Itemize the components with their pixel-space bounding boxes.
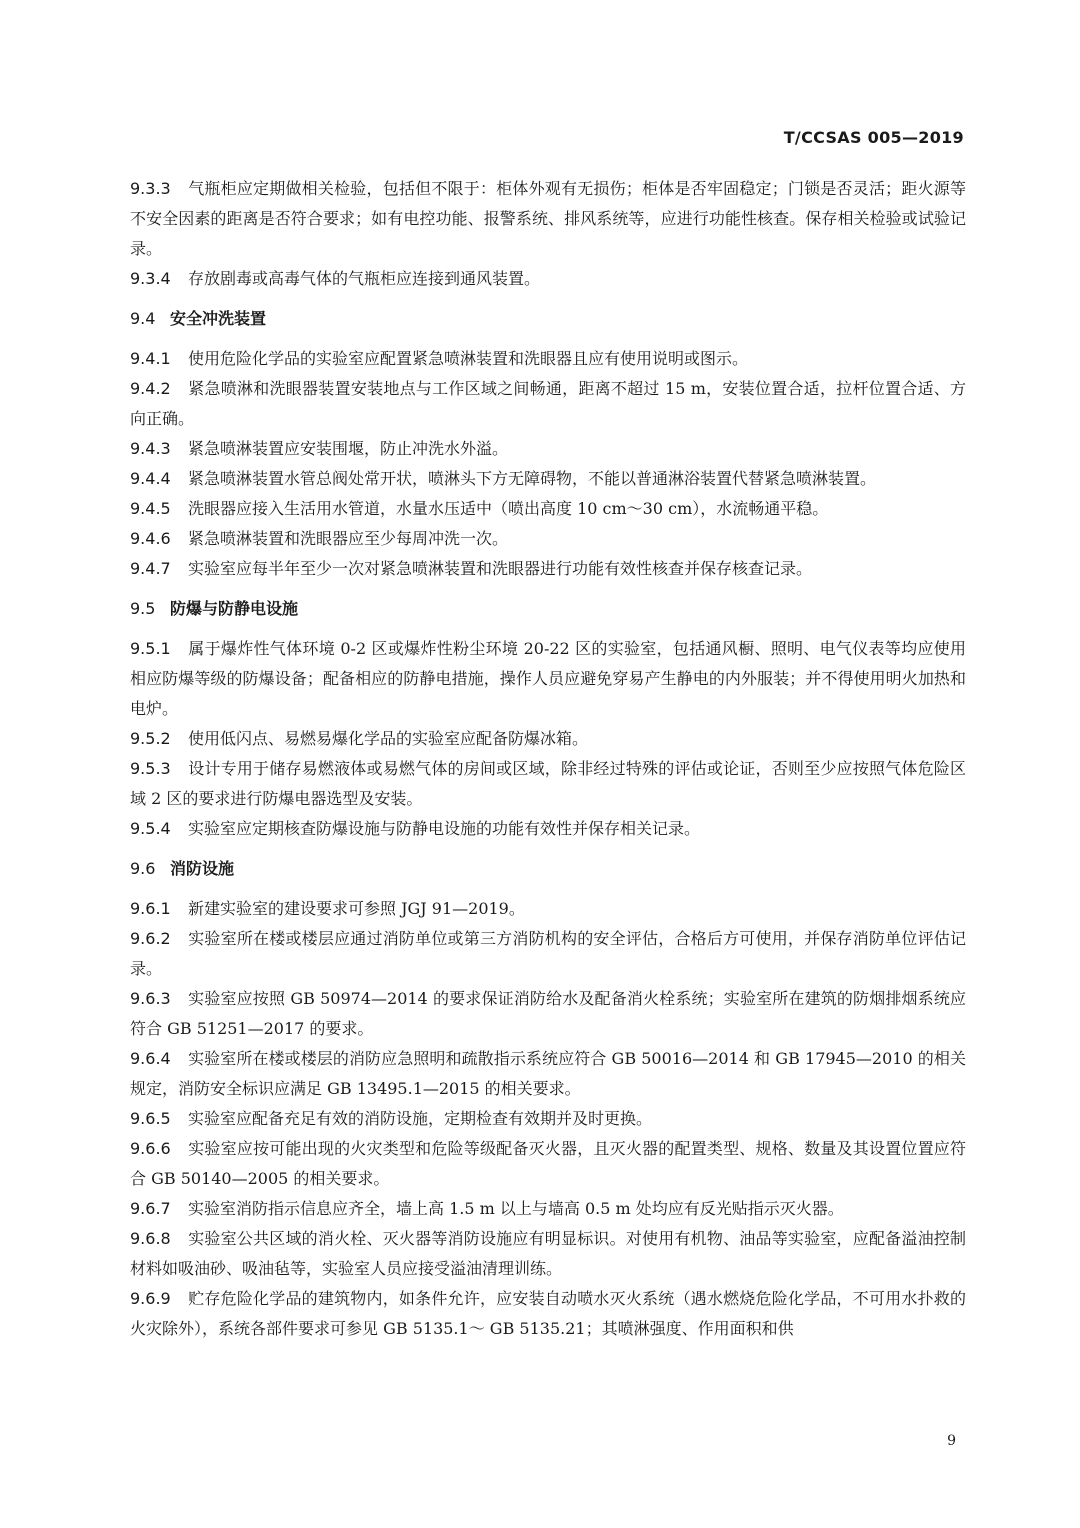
clause-text: 紧急喷淋装置应安装围堰，防止冲洗水外溢。 xyxy=(188,439,509,458)
clause-text: 紧急喷淋装置水管总阀处常开状，喷淋头下方无障碍物，不能以普通淋浴装置代替紧急喷淋装置。 xyxy=(188,469,877,488)
clause-number: 9.3.3 xyxy=(130,179,171,198)
document-body xyxy=(130,174,966,1344)
clause-number: 9.4.5 xyxy=(130,499,171,518)
clause-paragraph xyxy=(130,924,966,984)
clause-text: 实验室消防指示信息应齐全，墙上高 1.5 m 以上与墙高 0.5 m 处均应有反光贴指示灭火器。 xyxy=(188,1199,844,1218)
clause-text: 紧急喷淋和洗眼器装置安装地点与工作区域之间畅通，距离不超过 15 m，安装位置合适，拉杆位置合适、方向正确。 xyxy=(130,379,966,428)
clause-number: 9.5.1 xyxy=(130,639,171,658)
clause-paragraph xyxy=(130,554,966,584)
clause-paragraph xyxy=(130,264,966,294)
clause-number: 9.4.6 xyxy=(130,529,171,548)
clause-number: 9.6.8 xyxy=(130,1229,171,1248)
clause-number: 9.4.7 xyxy=(130,559,171,578)
clause-number: 9.5.3 xyxy=(130,759,171,778)
clause-number: 9.6.4 xyxy=(130,1049,171,1068)
clause-paragraph xyxy=(130,634,966,724)
clause-paragraph xyxy=(130,814,966,844)
clause-paragraph xyxy=(130,894,966,924)
clause-text: 使用危险化学品的实验室应配置紧急喷淋装置和洗眼器且应有使用说明或图示。 xyxy=(188,349,749,368)
clause-text: 实验室所在楼或楼层的消防应急照明和疏散指示系统应符合 GB 50016—2014 和 GB 17945—2010 的相关规定，消防安全标识应满足 GB 13495.1—2015 的相关要求。 xyxy=(130,1049,966,1098)
clause-paragraph xyxy=(130,1224,966,1284)
clause-paragraph xyxy=(130,174,966,264)
clause-number: 9.6.2 xyxy=(130,929,171,948)
clause-paragraph xyxy=(130,1104,966,1134)
clause-paragraph xyxy=(130,434,966,464)
clause-number: 9.4.3 xyxy=(130,439,171,458)
clause-number: 9.6.1 xyxy=(130,899,171,918)
clause-text: 实验室公共区域的消火栓、灭火器等消防设施应有明显标识。对使用有机物、油品等实验室，应配备溢油控制材料如吸油砂、吸油毡等，实验室人员应接受溢油清理训练。 xyxy=(130,1229,966,1278)
section-title: 消防设施 xyxy=(170,859,235,878)
clause-paragraph xyxy=(130,374,966,434)
section-number: 9.6 xyxy=(130,859,156,878)
clause-paragraph xyxy=(130,524,966,554)
clause-number: 9.4.4 xyxy=(130,469,171,488)
clause-paragraph xyxy=(130,984,966,1044)
clause-number: 9.4.1 xyxy=(130,349,171,368)
clause-number: 9.4.2 xyxy=(130,379,171,398)
clause-number: 9.6.3 xyxy=(130,989,171,1008)
clause-paragraph xyxy=(130,754,966,814)
section-heading xyxy=(130,594,966,624)
clause-text: 洗眼器应接入生活用水管道，水量水压适中（喷出高度 10 cm～30 cm），水流畅通平稳。 xyxy=(188,499,829,518)
clause-text: 新建实验室的建设要求可参照 JGJ 91—2019。 xyxy=(188,899,525,918)
clause-text: 实验室应配备充足有效的消防设施，定期检查有效期并及时更换。 xyxy=(188,1109,653,1128)
clause-number: 9.6.9 xyxy=(130,1289,171,1308)
clause-number: 9.5.2 xyxy=(130,729,171,748)
page-number: 9 xyxy=(947,1433,956,1449)
clause-number: 9.6.7 xyxy=(130,1199,171,1218)
clause-text: 属于爆炸性气体环境 0-2 区或爆炸性粉尘环境 20-22 区的实验室，包括通风橱、照明、电气仪表等均应使用相应防爆等级的防爆设备；配备相应的防静电措施，操作人员应避免穿易产生静电的内外服装；并不得使用明火加热和电炉。 xyxy=(130,639,966,718)
clause-number: 9.6.6 xyxy=(130,1139,171,1158)
clause-text: 贮存危险化学品的建筑物内，如条件允许，应安装自动喷水灭火系统（遇水燃烧危险化学品，不可用水扑救的火灾除外），系统各部件要求可参见 GB 5135.1～ GB 5135.21；其喷淋强度、作用面积和供 xyxy=(130,1289,966,1338)
clause-paragraph xyxy=(130,494,966,524)
clause-text: 紧急喷淋装置和洗眼器应至少每周冲洗一次。 xyxy=(188,529,509,548)
clause-text: 实验室所在楼或楼层应通过消防单位或第三方消防机构的安全评估，合格后方可使用，并保存消防单位评估记录。 xyxy=(130,929,966,978)
clause-paragraph xyxy=(130,724,966,754)
clause-text: 实验室应按照 GB 50974—2014 的要求保证消防给水及配备消火栓系统；实验室所在建筑的防烟排烟系统应符合 GB 51251—2017 的要求。 xyxy=(130,989,966,1038)
clause-number: 9.5.4 xyxy=(130,819,171,838)
section-title: 安全冲洗装置 xyxy=(170,309,267,328)
clause-number: 9.3.4 xyxy=(130,269,171,288)
clause-paragraph xyxy=(130,344,966,374)
section-number: 9.5 xyxy=(130,599,156,618)
clause-paragraph xyxy=(130,1284,966,1344)
section-heading xyxy=(130,854,966,884)
clause-text: 气瓶柜应定期做相关检验，包括但不限于：柜体外观有无损伤；柜体是否牢固稳定；门锁是否灵活；距火源等不安全因素的距离是否符合要求；如有电控功能、报警系统、排风系统等，应进行功能性核查。保存相关检验或试验记录。 xyxy=(130,179,966,258)
clause-text: 实验室应定期核查防爆设施与防静电设施的功能有效性并保存相关记录。 xyxy=(188,819,701,838)
section-title: 防爆与防静电设施 xyxy=(170,599,299,618)
clause-paragraph xyxy=(130,464,966,494)
clause-number: 9.6.5 xyxy=(130,1109,171,1128)
clause-text: 使用低闪点、易燃易爆化学品的实验室应配备防爆冰箱。 xyxy=(188,729,589,748)
section-heading xyxy=(130,304,966,334)
section-number: 9.4 xyxy=(130,309,156,328)
standard-code: T/CCSAS 005—2019 xyxy=(783,128,964,147)
clause-paragraph xyxy=(130,1134,966,1194)
clause-paragraph xyxy=(130,1044,966,1104)
clause-text: 实验室应每半年至少一次对紧急喷淋装置和洗眼器进行功能有效性核查并保存核查记录。 xyxy=(188,559,813,578)
clause-paragraph xyxy=(130,1194,966,1224)
clause-text: 实验室应按可能出现的火灾类型和危险等级配备灭火器，且灭火器的配置类型、规格、数量及其设置位置应符合 GB 50140—2005 的相关要求。 xyxy=(130,1139,966,1188)
clause-text: 设计专用于储存易燃液体或易燃气体的房间或区域，除非经过特殊的评估或论证，否则至少应按照气体危险区域 2 区的要求进行防爆电器选型及安装。 xyxy=(130,759,966,808)
clause-text: 存放剧毒或高毒气体的气瓶柜应连接到通风装置。 xyxy=(188,269,541,288)
